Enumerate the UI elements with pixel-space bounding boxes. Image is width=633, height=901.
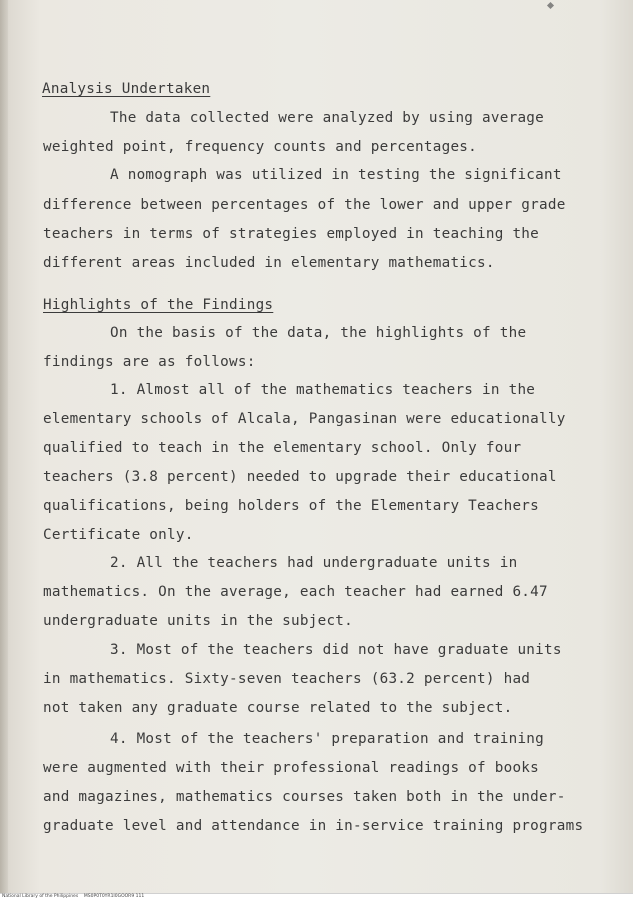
- footer-label: National Library of the Philippines MS0P0T0YR1I0GOOR9 111: [2, 894, 145, 899]
- text-line: weighted point, frequency counts and percentages.: [43, 139, 478, 155]
- text-line: findings are as follows:: [43, 354, 256, 370]
- text-line: 1. Almost all of the mathematics teachers in the: [110, 382, 536, 398]
- text-line: in mathematics. Sixty-seven teachers (63.2 percent) had: [43, 671, 531, 687]
- text-line: qualifications, being holders of the Elementary Teachers: [43, 498, 540, 514]
- text-line: On the basis of the data, the highlights of the: [110, 325, 527, 341]
- text-line: difference between percentages of the lower and upper grade: [43, 197, 566, 213]
- text-line: teachers in terms of strategies employed in teaching the: [43, 226, 540, 242]
- text-line: were augmented with their professional readings of books: [43, 760, 540, 776]
- text-line: Certificate only.: [43, 527, 194, 543]
- page-binding-edge: [0, 0, 8, 893]
- section-heading-findings: Highlights of the Findings: [43, 297, 274, 313]
- text-line: graduate level and attendance in in-service training programs: [43, 818, 584, 834]
- text-line: undergraduate units in the subject.: [43, 613, 354, 629]
- text-line: not taken any graduate course related to the subject.: [43, 700, 513, 716]
- section-heading-analysis: Analysis Undertaken: [42, 81, 211, 97]
- text-line: and magazines, mathematics courses taken both in the under-: [43, 789, 566, 805]
- text-line: teachers (3.8 percent) needed to upgrade their educational: [43, 469, 557, 485]
- text-line: The data collected were analyzed by using average: [110, 110, 545, 126]
- text-line: elementary schools of Alcala, Pangasinan were educationally: [43, 411, 566, 427]
- text-line: A nomograph was utilized in testing the significant: [110, 167, 562, 183]
- text-line: qualified to teach in the elementary school. Only four: [43, 440, 522, 456]
- text-line: 4. Most of the teachers' preparation and training: [110, 731, 545, 747]
- scan-speck-mark: [547, 2, 554, 9]
- text-line: mathematics. On the average, each teacher had earned 6.47: [43, 584, 548, 600]
- text-line: 3. Most of the teachers did not have graduate units: [110, 642, 562, 658]
- text-line: 2. All the teachers had undergraduate units in: [110, 555, 518, 571]
- text-line: different areas included in elementary mathematics.: [43, 255, 495, 271]
